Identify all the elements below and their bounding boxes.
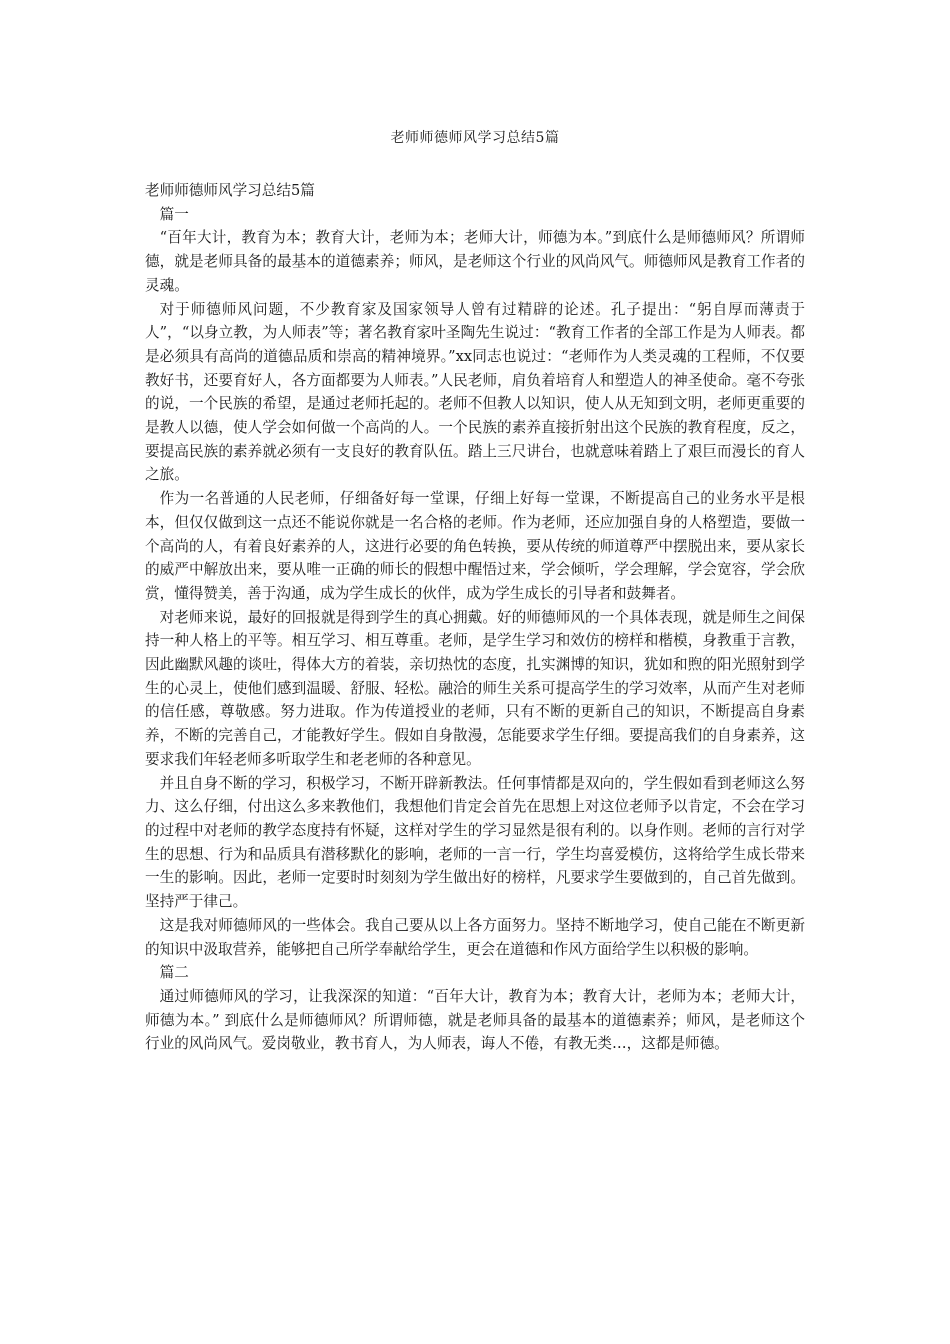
- document-body: [145, 179, 805, 1056]
- document-subtitle: 老师师德师风学习总结5篇: [145, 182, 315, 199]
- paragraph-1: “百年大计，教育为本；教育大计，老师为本；老师大计，师德为本。”到底什么是师德师风？所谓师德，就是老师具备的最基本的道德素养；师风，是老师这个行业的风尚风气。师德师风是教育工作者的灵魂。: [145, 229, 805, 294]
- paragraph-6: 这是我对师德师风的一些体会。我自己要从以上各方面努力。坚持不断地学习，使自己能在不断更新的知识中汲取营养，能够把自己所学奉献给学生，更会在道德和作风方面给学生以积极的影响。: [145, 916, 805, 958]
- paragraph-2: 对于师德师风问题，不少教育家及国家领导人曾有过精辟的论述。孔子提出：“躬自厚而薄责于人”，“以身立教，为人师表”等；著名教育家叶圣陶先生说过：“教育工作者的全部工作是为人师表。都是必须具有高尚的道德品质和崇高的精神境界。”xx同志也说过：“老师作为人类灵魂的工程师，不仅要教好书，还要育好人，各方面都要为人师表。”人民老师，肩负着培育人和塑造人的神圣使命。毫不夸张的说，一个民族的希望，是通过老师托起的。老师不但教人以知识，使人从无知到文明，老师更重要的是教人以德，使人学会如何做一个高尚的人。一个民族的素养直接折射出这个民族的教育程度，反之，要提高民族的素养就必须有一支良好的教育队伍。踏上三尺讲台，也就意味着踏上了艰巨而漫长的育人之旅。: [145, 300, 805, 484]
- paragraph-7: 通过师德师风的学习，让我深深的知道：“百年大计，教育为本；教育大计，老师为本；老师大计，师德为本。” 到底什么是师德师风？所谓师德，就是老师具备的最基本的道德素养；师风，是老师这个行业的风尚风气。爱岗敬业，教书育人，为人师表，诲人不倦，有教无类…，这都是师德。: [145, 987, 805, 1053]
- paragraph-3: 作为一名普通的人民老师，仔细备好每一堂课，仔细上好每一堂课，不断提高自己的业务水平是根本，但仅仅做到这一点还不能说你就是一名合格的老师。作为老师，还应加强自身的人格塑造，要做一个高尚的人，有着良好素养的人，这进行必要的角色转换，要从传统的师道尊严中摆脱出来，要从家长的威严中解放出来，要从唯一正确的师长的假想中醒悟过来，学会倾听，学会理解，学会宽容，学会欣赏，懂得赞美，善于沟通，成为学生成长的伙伴，成为学生成长的引导者和鼓舞者。: [145, 490, 805, 602]
- document-title: 老师师德师风学习总结5篇: [390, 130, 560, 146]
- paragraph-4: 对老师来说，最好的回报就是得到学生的真心拥戴。好的师德师风的一个具体表现，就是师生之间保持一种人格上的平等。相互学习、相互尊重。老师，是学生学习和效仿的榜样和楷模，身教重于言教，因此幽默风趣的谈吐，得体大方的着装，亲切热忱的态度，扎实渊博的知识，犹如和煦的阳光照射到学生的心灵上，使他们感到温暖、舒服、轻松。融洽的师生关系可提高学生的学习效率，从而产生对老师的信任感，尊敬感。努力进取。作为传道授业的老师，只有不断的更新自己的知识，不断提高自身素养，不断的完善自己，才能教好学生。假如自身散漫，怎能要求学生仔细。要提高我们的自身素养，这要求我们年轻老师多听取学生和老老师的各种意见。: [145, 608, 805, 768]
- section-heading-2: 篇二: [159, 964, 189, 982]
- section-heading-1: 篇一: [159, 205, 189, 223]
- paragraph-5: 并且自身不断的学习，积极学习，不断开辟新教法。任何事情都是双向的，学生假如看到老师这么努力、这么仔细，付出这么多来教他们，我想他们肯定会首先在思想上对这位老师予以肯定，不会在学习的过程中对老师的教学态度持有怀疑，这样对学生的学习显然是很有利的。以身作则。老师的言行对学生的思想、行为和品质具有潜移默化的影响，老师的一言一行，学生均喜爱模仿，这将给学生成长带来一生的影响。因此，老师一定要时时刻刻为学生做出好的榜样，凡要求学生要做到的，自己首先做到。坚持严于律己。: [145, 774, 805, 911]
